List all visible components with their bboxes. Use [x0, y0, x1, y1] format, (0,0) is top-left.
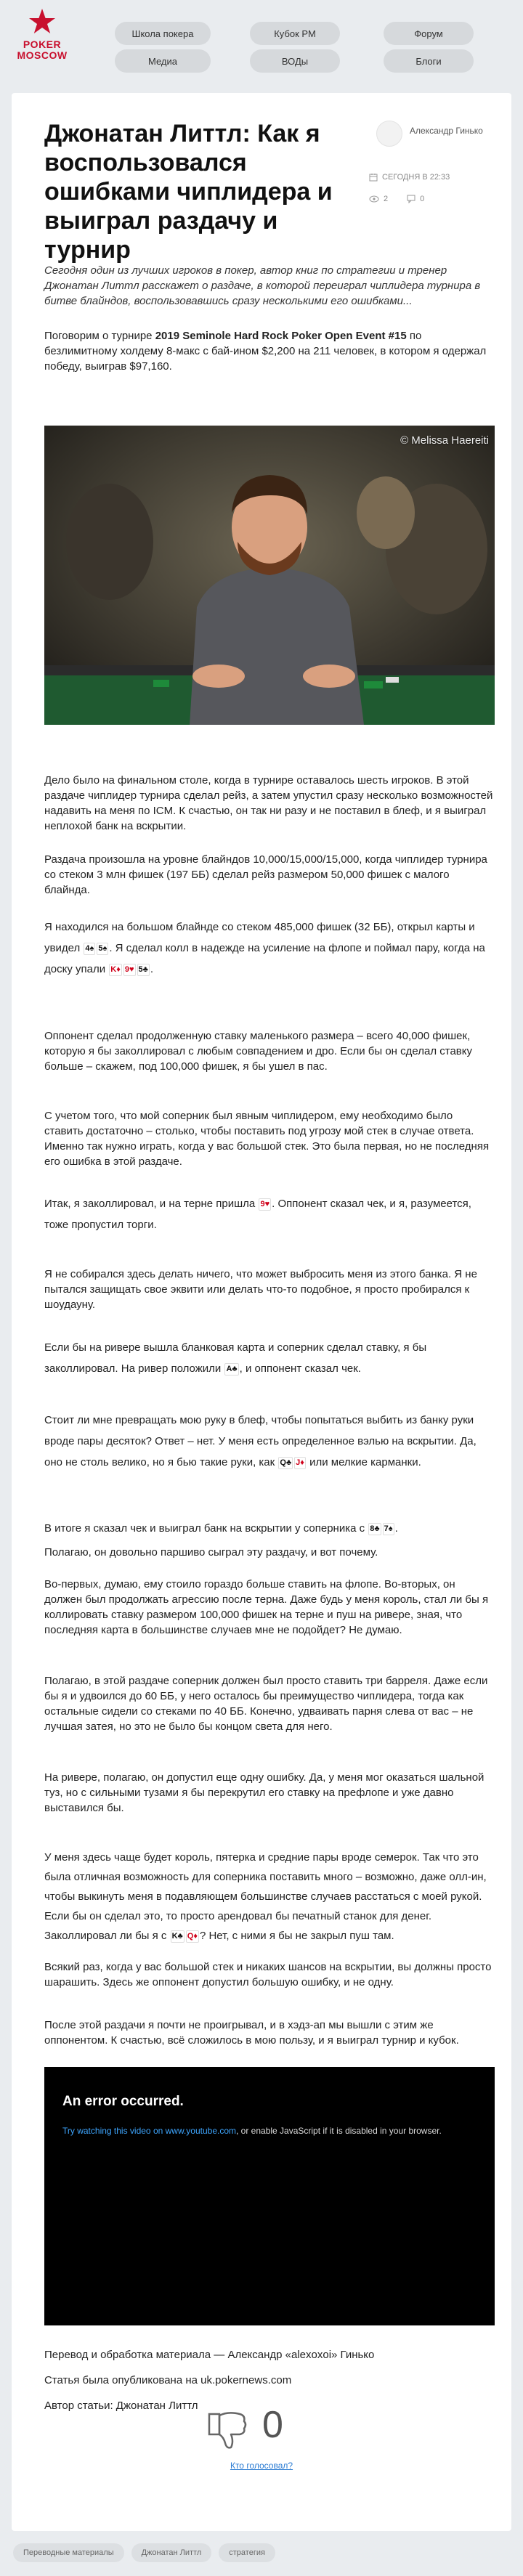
- body-paragraph: После этой раздачи я почти не проигрывал, и в хэдз-ап мы вышли с этим же оппонентом. К счастью, всё сложилось в мою пользу, и я выиграл турнир и кубок.: [44, 2019, 459, 2047]
- video-error-title: An error occurred.: [62, 2094, 184, 2109]
- logo-text-poker: POKER: [23, 38, 62, 50]
- body-paragraph: С учетом того, что мой соперник был явным чиплидером, ему необходимо было ставить достаточно – столько, чтобы поставить под угрозу мой стек в случае ответа. Именно так нужно играть, когда у вас большой стек. Это была первая, но не последняя его ошибка в этой раздаче.: [44, 1110, 490, 1168]
- body-paragraph: [44, 1848, 495, 1946]
- body-paragraph: [44, 1193, 495, 1235]
- credit-author: Автор статьи: Джонатан Литтл: [44, 2400, 198, 2412]
- card-opp-2: 7♠: [383, 1523, 394, 1535]
- body-text: ? Нет, с ними я бы не закрыл пуш там.: [199, 1930, 394, 1942]
- nav-poker-school[interactable]: Школа покера: [115, 22, 211, 45]
- photo-credit: © Melissa Haereiti: [400, 434, 489, 447]
- views-count: 2: [384, 195, 389, 203]
- article-photo: [44, 426, 495, 725]
- intro-paragraph: [44, 328, 495, 374]
- card-turn: 9♥: [259, 1198, 271, 1211]
- body-text: Если бы на ривере вышла бланковая карта и соперник сделал ставку, я бы заколлировал. На ривер положили: [44, 1341, 427, 1375]
- star-icon: [28, 7, 57, 36]
- stats-row: [369, 195, 424, 203]
- card-call-1: K♣: [171, 1930, 185, 1943]
- body-paragraph: В итоге я сказал чек и выиграл банк на вскрытии у соперника с 8♣ 7♠ .: [44, 1522, 398, 1535]
- body-paragraph: Оппонент сделал продолженную ставку маленького размера – всего 40,000 фишек, которую я бы заколлировал с любым совпадением и дро. Если бы он сделал ставку больше – скажем, под 100,000 фишек, я бы ушел в пас.: [44, 1030, 472, 1073]
- card-beats-1: Q♣: [278, 1457, 293, 1469]
- body-paragraph: Раздача произошла на уровне блайндов 10,000/15,000/15,000, когда чиплидер турнира со стеком 3 млн фишек (197 ББ) сделал рейз размером 50,000 фишек с малого блайнда.: [44, 853, 487, 896]
- article-lead: Сегодня один из лучших игроков в покер, автор книг по стратегии и тренер Джонатан Литтл расскажет о раздаче, в которой переиграл чиплидера турнира в битве блайндов, воспользовавшись сразу несколькими его ошибками...: [44, 264, 481, 307]
- body-paragraph: Всякий раз, когда у вас большой стек и никаких шансов на вскрытии, вы должны просто шарашить. Здесь же оппонент допустил большую ошибку, и не одну.: [44, 1961, 492, 1988]
- author-avatar[interactable]: [376, 121, 402, 147]
- calendar-icon: [369, 173, 378, 182]
- tag-translations[interactable]: Переводные материалы: [13, 2543, 124, 2562]
- body-text: Я сделал колл в надежде на усиление на флопе и поймал пару, когда на доску упали: [44, 942, 485, 975]
- body-paragraph: Полагаю, в этой раздаче соперник должен был просто ставить три барреля. Даже если бы я и удвоился до 60 ББ, у него осталось бы преимущество чиплидера, тогда как остальные сидели со стеками по 40 ББ. Конечно, удваивать парня слева от вас – не лучшая затея, но это не было бы концом света для него.: [44, 1675, 488, 1733]
- body-paragraph: [44, 1337, 495, 1379]
- card-opp-1: 8♣: [368, 1523, 381, 1535]
- body-text: или мелкие карманки.: [309, 1456, 421, 1468]
- youtube-link[interactable]: Try watching this video on www.youtube.com: [62, 2126, 236, 2136]
- site-header: [0, 0, 523, 93]
- video-error-message: Try watching this video on www.youtube.com, or enable JavaScript if it is disabled in your browser.: [62, 2126, 442, 2136]
- body-text: У меня здесь чаще будет король, пятерка и средние пары вроде семерок. Так что это была отличная возможность для соперника поставить много – возможно, даже олл-ин, чтобы выкинуть меня в подавляющем большинстве случаев расстаться с моей рукой. Если бы он сделал это, то просто арендовал бы печатный станок для денег. Заколлировал ли бы я с: [44, 1851, 487, 1942]
- nav-blogs[interactable]: Блоги: [384, 49, 474, 73]
- article-card: [12, 93, 511, 2531]
- nav-rm-cup[interactable]: Кубок РМ: [250, 22, 340, 45]
- body-paragraph: [44, 1410, 495, 1473]
- player-photo-illustration: [44, 426, 495, 725]
- body-text: , и оппонент сказал чек.: [239, 1362, 361, 1375]
- body-text: Итак, я заколлировал, и на терне пришла: [44, 1198, 256, 1210]
- card-river: A♣: [224, 1363, 238, 1376]
- publish-date: СЕГОДНЯ В 22:33: [382, 173, 450, 182]
- body-text: В итоге я сказал чек и выиграл банк на вскрытии у соперника с: [44, 1522, 365, 1535]
- date-row: [369, 173, 450, 182]
- body-paragraph: Я находился на большом блайнде со стеком 485,000 фишек (32 ББ), открыл карты и увидел 4♠ 5♠ . Я сделал колл в надежде на усиление на флопе и поймал пару, когда на доску упали K♦ 9♥ 5♣ .: [44, 921, 485, 975]
- card-flop-2: 9♥: [123, 964, 136, 976]
- body-text: . Оппонент сказал чек, и я, разумеется, тоже пропустил торги.: [44, 1198, 471, 1231]
- card-hole-2: 5♠: [97, 943, 108, 955]
- nav-forum[interactable]: Форум: [384, 22, 474, 45]
- thumb-down-icon[interactable]: [206, 2410, 250, 2450]
- body-text: Стоит ли мне превращать мою руку в блеф, чтобы попытаться выбить из банку руки вроде пары десяток? Ответ – нет. У меня есть определенное вэлью на вскрытии. Да, оно не столь велико, но я бью такие руки, как: [44, 1414, 477, 1468]
- credit-translator: Перевод и обработка материала — Александр «alexoxoi» Гинько: [44, 2349, 375, 2361]
- intro-text-end: по безлимитному холдему 8-макс с бай-ином $2,200 на 211 человек, в котором я одержал победу, выиграв $97,160.: [44, 330, 487, 373]
- comments-count[interactable]: 0: [420, 195, 425, 203]
- logo-text-moscow: MOSCOW: [17, 49, 68, 61]
- tag-list: [13, 2543, 275, 2562]
- who-voted-link[interactable]: Кто голосовал?: [230, 2461, 293, 2471]
- poker-moscow-logo[interactable]: [15, 7, 70, 87]
- card-flop-3: 5♣: [137, 964, 150, 976]
- author-name[interactable]: Александр Гинько: [410, 126, 483, 136]
- body-text: Я находился на большом блайнде со стеком 485,000 фишек (32 ББ), открыл карты и увидел: [44, 921, 475, 954]
- article-title: Джонатан Литтл: Как я воспользовался ошибками чиплидера и выиграл раздачу и турнир: [44, 120, 333, 264]
- youtube-embed[interactable]: [44, 2067, 495, 2325]
- card-hole-1: 4♠: [84, 943, 95, 955]
- card-flop-1: K♦: [109, 964, 122, 976]
- card-beats-2: J♦: [294, 1457, 306, 1469]
- tournament-name: 2019 Seminole Hard Rock Poker Open Event #15: [155, 330, 407, 342]
- intro-text: Поговорим о турнире: [44, 330, 155, 342]
- body-paragraph: Во-первых, думаю, ему стоило гораздо больше ставить на флопе. Во-вторых, он должен был продолжать агрессию после терна. Даже будь у меня король, стал ли бы я коллировать ставку размером 100,000 фишек на терне и пуш на ривере, зная, что последняя карта в большинстве случаев мне не подойдет? Не думаю.: [44, 1578, 489, 1636]
- body-paragraph: Я не собирался здесь делать ничего, что может выбросить меня из этого банка. Я не пытался защищать свое эквити или делать что-то подобное, я просто пробирался к шоудауну.: [44, 1268, 477, 1311]
- nav-vods[interactable]: ВОДы: [250, 49, 340, 73]
- body-paragraph: На ривере, полагаю, он допустил еще одну ошибку. Да, у меня мог оказаться шальной туз, но с сильными тузами я бы перекрутил его ставку на префлопе и уже давно выставился бы.: [44, 1771, 485, 1814]
- comment-icon: [407, 195, 415, 203]
- body-paragraph: Дело было на финальном столе, когда в турнире оставалось шесть игроков. В этой раздаче чиплидер турнира сделал рейз, а затем упустил сразу несколько возможностей надавить на меня по ICM. К счастью, он так ни разу и не поставил в блеф, и я выиграл неплохой банк на вскрытии.: [44, 774, 493, 832]
- card-call-2: Q♦: [186, 1930, 199, 1943]
- body-paragraph: Полагаю, он довольно паршиво сыграл эту раздачу, и вот почему.: [44, 1546, 378, 1559]
- nav-media[interactable]: Медиа: [115, 49, 211, 73]
- vote-count: 0: [262, 2404, 283, 2446]
- credit-source: Статья была опубликована на uk.pokernews.com: [44, 2374, 292, 2386]
- tag-strategy[interactable]: стратегия: [219, 2543, 275, 2562]
- tag-jonathan-little[interactable]: Джонатан Литтл: [131, 2543, 212, 2562]
- eye-icon: [369, 195, 379, 203]
